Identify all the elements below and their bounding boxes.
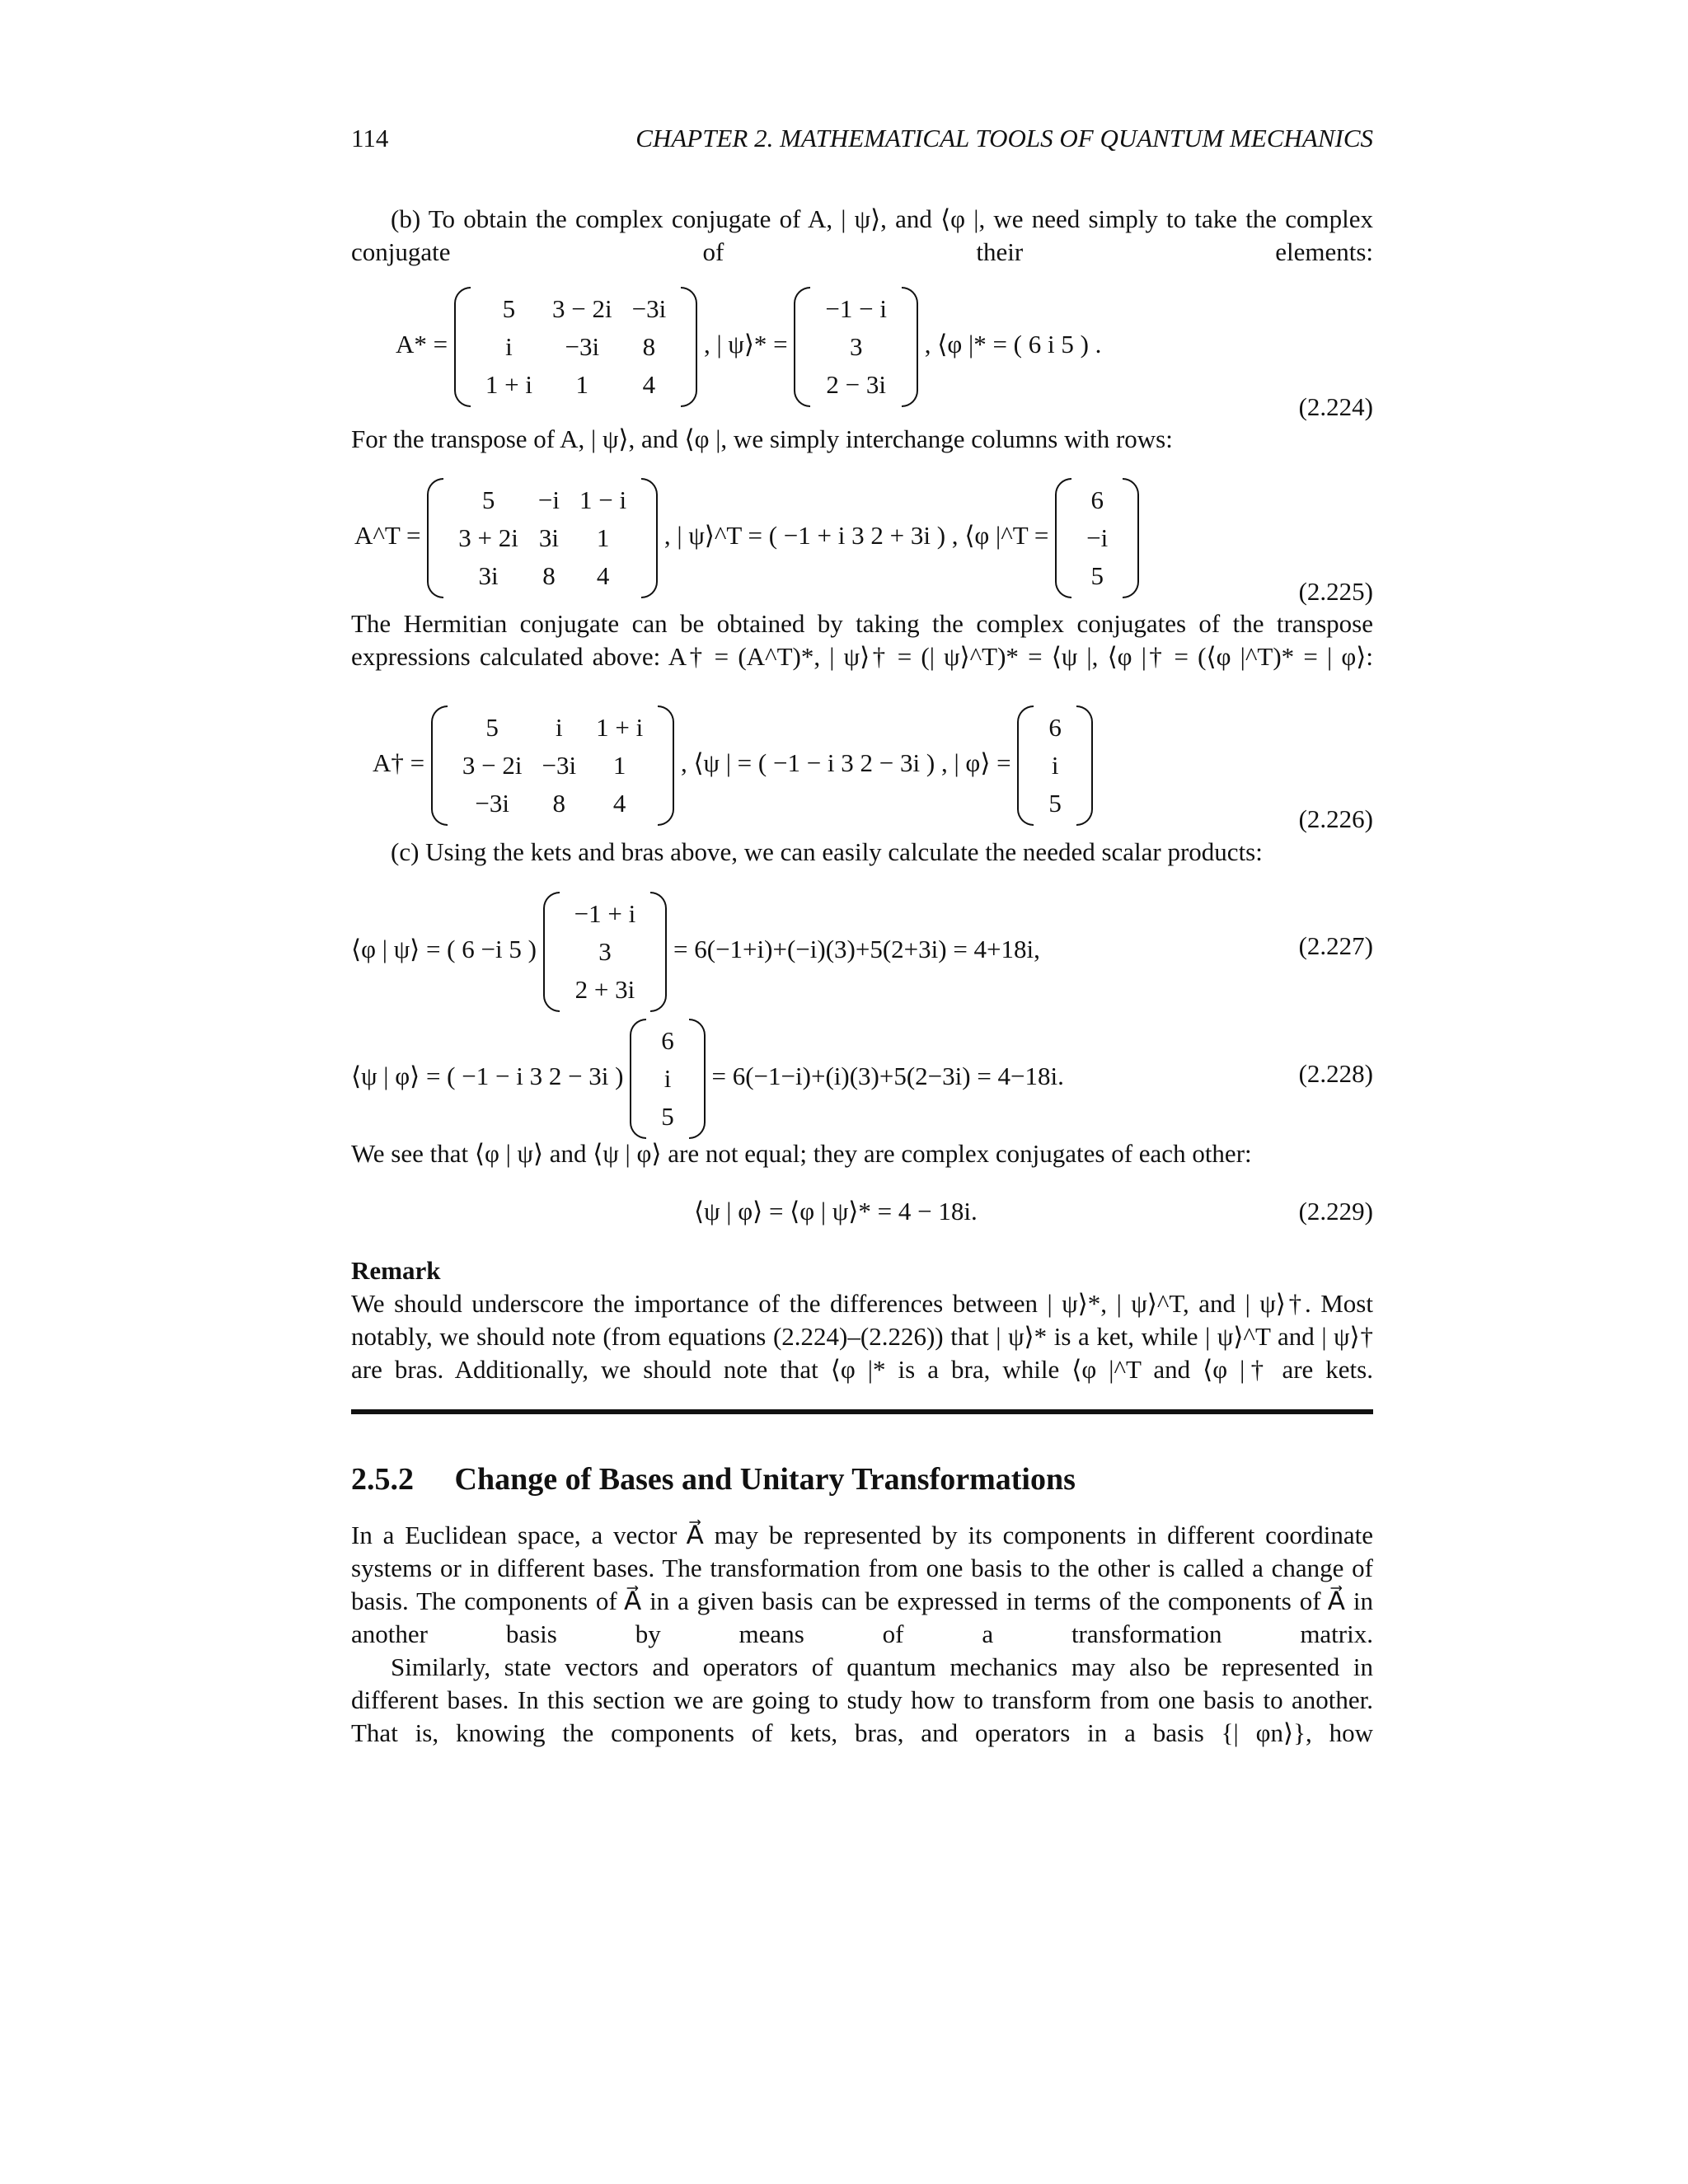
matrix-row bbox=[476, 328, 676, 366]
matrix-a-star bbox=[454, 290, 697, 404]
matrix-cell: i bbox=[505, 332, 513, 361]
matrix-cell: 6 bbox=[1090, 485, 1104, 514]
matrix-row bbox=[651, 1022, 684, 1060]
matrix-row bbox=[448, 481, 636, 519]
paragraph-b: (b) To obtain the complex conjugate of A, | ψ⟩, and ⟨φ |, we need simply to take the complex conjugate of their elements: bbox=[351, 204, 1373, 266]
matrix-cell: 3 − 2i bbox=[551, 294, 612, 323]
matrix-cell: 5 bbox=[1090, 561, 1104, 590]
matrix-row bbox=[651, 1098, 684, 1136]
equation-number: (2.227) bbox=[1298, 931, 1373, 960]
equation-number: (2.229) bbox=[1298, 1197, 1373, 1226]
matrix-row bbox=[651, 1060, 684, 1098]
page-number: 114 bbox=[351, 124, 389, 152]
matrix-cell: 8 bbox=[542, 561, 556, 590]
matrix-cell: −1 − i bbox=[825, 294, 887, 323]
matrix-cell: 8 bbox=[552, 789, 566, 818]
matrix-cell: 4 bbox=[596, 561, 610, 590]
vector-phi-transpose bbox=[1055, 481, 1139, 595]
vector-psi-star bbox=[794, 290, 918, 404]
matrix-cell: i bbox=[555, 713, 563, 742]
matrix-cell: 5 bbox=[1048, 789, 1062, 818]
section-number: 2.5.2 bbox=[351, 1462, 414, 1497]
matrix-cell: −1 + i bbox=[574, 899, 636, 928]
matrix-cell: −i bbox=[1086, 523, 1109, 552]
matrix-row bbox=[565, 971, 646, 1009]
matrix-row bbox=[1076, 481, 1118, 519]
matrix-row bbox=[815, 328, 897, 366]
bra-psi: , ⟨ψ | = ( −1 − i 3 2 − 3i ) , bbox=[680, 748, 948, 778]
equation-2-224 bbox=[396, 290, 1101, 404]
matrix-row bbox=[448, 519, 636, 557]
matrix-cell: 4 bbox=[612, 789, 626, 818]
paragraph-section-2: Similarly, state vectors and operators of quantum mechanics may also be represented in different bases. In this section we are going to study how to transform from one basis to another. That is, knowing the components of kets, bras, and operators in a basis {| φn⟩}, how bbox=[351, 1652, 1373, 1747]
matrix-row bbox=[815, 290, 897, 328]
equation-number: (2.225) bbox=[1298, 577, 1373, 606]
matrix-cell: 3 bbox=[598, 937, 612, 966]
matrix-row bbox=[476, 290, 676, 328]
matrix-cell: 1 bbox=[612, 751, 626, 780]
equation-2-228 bbox=[351, 1022, 1064, 1136]
equation-2-226 bbox=[373, 709, 1093, 823]
eq228-lhs: ⟨ψ | φ⟩ = ( −1 − i 3 2 − 3i ) bbox=[351, 1062, 624, 1091]
matrix-cell: −3i bbox=[631, 294, 667, 323]
matrix-cell: 8 bbox=[642, 332, 656, 361]
matrix-cell: i bbox=[663, 1064, 672, 1093]
vector-phi bbox=[630, 1022, 706, 1136]
paragraph-see: We see that ⟨φ | ψ⟩ and ⟨ψ | φ⟩ are not equal; they are complex conjugates of each other: bbox=[351, 1139, 1252, 1168]
matrix-row bbox=[815, 366, 897, 404]
matrix-row bbox=[565, 933, 646, 971]
equation-number: (2.228) bbox=[1298, 1059, 1373, 1088]
remark-text: We should underscore the importance of the differences between | ψ⟩*, | ψ⟩^T, and | ψ⟩†. Most notably, we should note (from equations (2.224)–(2.226)) that | ψ⟩* is a ket, while | ψ⟩^T and | ψ⟩† are bras. Additionally, we should note that ⟨φ |* is a bra, while ⟨φ |^T and ⟨φ |† are kets. bbox=[351, 1289, 1373, 1384]
equation-2-225 bbox=[354, 481, 1139, 595]
matrix-cell: −3i bbox=[475, 789, 509, 818]
paragraph-hermitian: The Hermitian conjugate can be obtained by taking the complex conjugates of the transpose expressions calculated above: A† = (A^T)*, | ψ⟩† = (| ψ⟩^T)* = ⟨ψ |, ⟨φ |† = (⟨φ |^T)* = | φ⟩: bbox=[351, 609, 1373, 671]
section-rule bbox=[351, 1409, 1373, 1414]
matrix-row bbox=[476, 366, 676, 404]
matrix-row bbox=[448, 557, 636, 595]
eq227-lhs: ⟨φ | ψ⟩ = ( 6 −i 5 ) bbox=[351, 935, 537, 964]
section-title: Change of Bases and Unitary Transformations bbox=[454, 1462, 1076, 1497]
matrix-cell: −i bbox=[537, 485, 560, 514]
matrix-cell: −3i bbox=[565, 332, 600, 361]
vector-psi bbox=[543, 895, 668, 1009]
matrix-cell: 2 − 3i bbox=[826, 370, 886, 399]
matrix-a-dagger bbox=[431, 709, 674, 823]
matrix-cell: 5 bbox=[485, 713, 499, 742]
running-header bbox=[351, 124, 1373, 157]
matrix-cell: 1 + i bbox=[485, 370, 532, 399]
matrix-row bbox=[1039, 747, 1071, 785]
paragraph-c: (c) Using the kets and bras above, we can easily calculate the needed scalar products: bbox=[391, 837, 1263, 866]
section-heading bbox=[351, 1461, 1076, 1497]
equation-2-229: ⟨ψ | φ⟩ = ⟨φ | ψ⟩* = 4 − 18i. bbox=[694, 1197, 978, 1226]
eq228-rhs: = 6(−1−i)+(i)(3)+5(2−3i) = 4−18i. bbox=[711, 1062, 1064, 1091]
remark-title: Remark bbox=[351, 1256, 441, 1285]
psi-star-label: , | ψ⟩* = bbox=[703, 330, 788, 359]
equation-2-227 bbox=[351, 895, 1040, 1009]
matrix-row bbox=[1039, 709, 1071, 747]
matrix-cell: 4 bbox=[642, 370, 656, 399]
matrix-cell: 1 + i bbox=[596, 713, 644, 742]
matrix-cell: −3i bbox=[542, 751, 577, 780]
chapter-title: CHAPTER 2. MATHEMATICAL TOOLS OF QUANTUM MECHANICS bbox=[635, 124, 1373, 152]
matrix-cell: 1 bbox=[575, 370, 589, 399]
matrix-cell: i bbox=[1051, 751, 1059, 780]
matrix-cell: 3 bbox=[849, 332, 863, 361]
matrix-cell: 3i bbox=[538, 523, 560, 552]
matrix-cell: 5 bbox=[661, 1102, 674, 1131]
matrix-cell: 5 bbox=[481, 485, 495, 514]
matrix-cell: 3 + 2i bbox=[458, 523, 518, 552]
psi-transpose: , | ψ⟩^T = ( −1 + i 3 2 + 3i ) , bbox=[663, 521, 959, 551]
equation-number: (2.226) bbox=[1298, 804, 1373, 833]
matrix-a-transpose bbox=[427, 481, 658, 595]
matrix-cell: 3i bbox=[478, 561, 499, 590]
paragraph-section-1: In a Euclidean space, a vector A⃗ may be represented by its components in different coordinate systems or in different bases. The transformation from one basis to the other is called a change of basis. The components of A⃗ in a given basis can be expressed in terms of the components of A⃗ in another basis by means of a transformation matrix. bbox=[351, 1521, 1373, 1648]
matrix-cell: 3 − 2i bbox=[462, 751, 523, 780]
a-dagger-label: A† = bbox=[373, 748, 425, 778]
matrix-row bbox=[1076, 557, 1118, 595]
a-star-label: A* = bbox=[396, 330, 448, 359]
eq227-rhs: = 6(−1+i)+(−i)(3)+5(2+3i) = 4+18i, bbox=[673, 935, 1040, 964]
matrix-row bbox=[452, 785, 653, 823]
matrix-cell: 1 − i bbox=[579, 485, 627, 514]
equation-number: (2.224) bbox=[1298, 392, 1373, 421]
paragraph-transpose: For the transpose of A, | ψ⟩, and ⟨φ |, we simply interchange columns with rows: bbox=[351, 424, 1173, 453]
vector-ket-phi bbox=[1017, 709, 1093, 823]
phi-star: , ⟨φ |* = ( 6 i 5 ) . bbox=[924, 330, 1102, 359]
matrix-cell: 2 + 3i bbox=[574, 975, 635, 1004]
matrix-cell: 5 bbox=[502, 294, 516, 323]
matrix-row bbox=[1039, 785, 1071, 823]
phi-transpose-label: ⟨φ |^T = bbox=[964, 521, 1049, 551]
matrix-row bbox=[1076, 519, 1118, 557]
a-transpose-label: A^T = bbox=[354, 521, 421, 551]
matrix-cell: 6 bbox=[661, 1026, 674, 1055]
matrix-row bbox=[452, 747, 653, 785]
matrix-cell: 1 bbox=[596, 523, 610, 552]
matrix-row bbox=[565, 895, 646, 933]
matrix-cell: 6 bbox=[1048, 713, 1062, 742]
ket-phi-label: | φ⟩ = bbox=[954, 748, 1011, 778]
matrix-row bbox=[452, 709, 653, 747]
